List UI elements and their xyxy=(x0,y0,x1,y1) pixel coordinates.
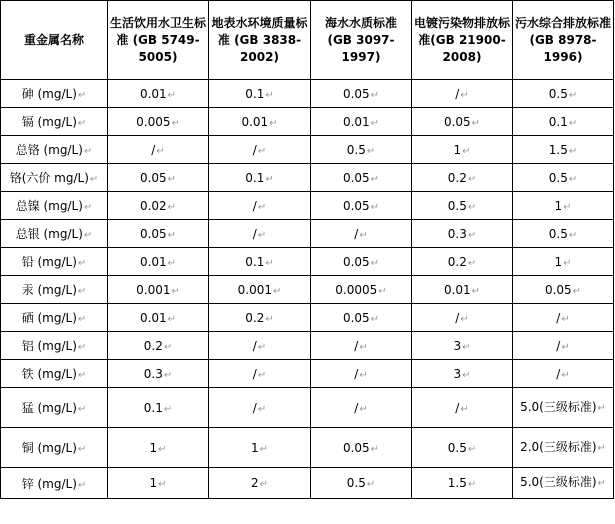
table-row xyxy=(1,388,614,428)
value-cell: 0.01↵ xyxy=(412,276,513,304)
value-cell: 0.01↵ xyxy=(108,304,209,332)
return-mark-icon: ↵ xyxy=(257,369,267,381)
value-cell: 0.5↵ xyxy=(311,468,412,499)
return-mark-icon: ↵ xyxy=(77,370,87,381)
metal-name-cell: 铁 (mg/L)↵ xyxy=(1,360,108,388)
return-mark-icon: ↵ xyxy=(467,201,477,213)
value-cell: 0.5↵ xyxy=(513,220,614,248)
header-cell-wastewater: 污水综合排放标准 (GB 8978-1996) xyxy=(513,1,614,80)
return-mark-icon: ↵ xyxy=(467,173,477,185)
value-cell: /↵ xyxy=(209,388,311,428)
value-cell: 0.5↵ xyxy=(513,80,614,108)
value-cell: 0.0005↵ xyxy=(311,276,412,304)
table-row xyxy=(1,192,614,220)
return-mark-icon: ↵ xyxy=(167,89,177,101)
value-cell: 0.1↵ xyxy=(209,80,311,108)
metal-name-cell: 总铬 (mg/L)↵ xyxy=(1,136,108,164)
return-mark-icon: ↵ xyxy=(597,402,606,414)
return-mark-icon: ↵ xyxy=(471,117,481,129)
return-mark-icon: ↵ xyxy=(370,117,380,129)
value-cell: 3↵ xyxy=(412,332,513,360)
return-mark-icon: ↵ xyxy=(561,341,570,353)
value-cell: 0.1↵ xyxy=(513,108,614,136)
return-mark-icon: ↵ xyxy=(77,258,87,269)
return-mark-icon: ↵ xyxy=(265,173,274,185)
value-cell: /↵ xyxy=(209,360,311,388)
value-cell: 0.5↵ xyxy=(412,428,513,468)
return-mark-icon: ↵ xyxy=(83,202,93,213)
header-cell-drinking-water: 生活饮用水卫生标准 (GB 5749-5005) xyxy=(108,1,209,80)
value-cell: 0.2↵ xyxy=(108,332,209,360)
return-mark-icon: ↵ xyxy=(370,89,380,101)
return-mark-icon: ↵ xyxy=(257,341,267,353)
return-mark-icon: ↵ xyxy=(467,257,477,269)
return-mark-icon: ↵ xyxy=(167,201,177,213)
return-mark-icon: ↵ xyxy=(77,404,87,415)
return-mark-icon: ↵ xyxy=(370,201,380,213)
return-mark-icon: ↵ xyxy=(561,369,570,381)
return-mark-icon: ↵ xyxy=(269,117,278,129)
value-cell: 0.5↵ xyxy=(513,164,614,192)
return-mark-icon: ↵ xyxy=(265,257,274,269)
return-mark-icon: ↵ xyxy=(568,173,578,185)
table-row xyxy=(1,304,614,332)
return-mark-icon: ↵ xyxy=(77,118,87,129)
value-cell: /↵ xyxy=(209,220,311,248)
return-mark-icon: ↵ xyxy=(158,479,167,490)
value-cell: 0.3↵ xyxy=(108,360,209,388)
value-cell: 1↵ xyxy=(412,136,513,164)
return-mark-icon: ↵ xyxy=(167,313,177,325)
value-cell: 5.0(三级标准)↵ xyxy=(513,388,614,428)
table-row xyxy=(1,220,614,248)
return-mark-icon: ↵ xyxy=(572,285,582,297)
metal-name-cell: 铅 (mg/L)↵ xyxy=(1,248,108,276)
value-cell: 2↵ xyxy=(209,468,311,499)
return-mark-icon: ↵ xyxy=(77,444,87,455)
value-cell: 0.1↵ xyxy=(209,164,311,192)
return-mark-icon: ↵ xyxy=(460,313,469,325)
return-mark-icon: ↵ xyxy=(77,90,87,101)
value-cell: /↵ xyxy=(209,136,311,164)
return-mark-icon: ↵ xyxy=(259,479,269,490)
return-mark-icon: ↵ xyxy=(359,229,368,241)
value-cell: /↵ xyxy=(513,360,614,388)
header-cell-metal-name: 重金属名称 xyxy=(1,1,108,80)
return-mark-icon: ↵ xyxy=(378,285,387,297)
return-mark-icon: ↵ xyxy=(163,341,173,353)
value-cell: 0.01↵ xyxy=(108,248,209,276)
return-mark-icon: ↵ xyxy=(467,443,477,455)
value-cell: 0.3↵ xyxy=(412,220,513,248)
return-mark-icon: ↵ xyxy=(167,173,177,185)
value-cell: 1.5↵ xyxy=(412,468,513,499)
return-mark-icon: ↵ xyxy=(163,369,173,381)
table-row xyxy=(1,108,614,136)
return-mark-icon: ↵ xyxy=(366,145,376,157)
table-row xyxy=(1,332,614,360)
metal-name-cell: 铬(六价 mg/L)↵ xyxy=(1,164,108,192)
value-cell: /↵ xyxy=(311,332,412,360)
return-mark-icon: ↵ xyxy=(257,229,267,241)
value-cell: /↵ xyxy=(513,332,614,360)
value-cell: 0.001↵ xyxy=(209,276,311,304)
return-mark-icon: ↵ xyxy=(171,285,180,297)
return-mark-icon: ↵ xyxy=(568,145,578,157)
return-mark-icon: ↵ xyxy=(257,201,267,213)
metal-name-cell: 总银 (mg/L)↵ xyxy=(1,220,108,248)
return-mark-icon: ↵ xyxy=(158,443,167,455)
return-mark-icon: ↵ xyxy=(370,313,380,325)
metal-name-cell: 总镍 (mg/L)↵ xyxy=(1,192,108,220)
value-cell: /↵ xyxy=(311,388,412,428)
value-cell: /↵ xyxy=(513,304,614,332)
return-mark-icon: ↵ xyxy=(167,257,177,269)
return-mark-icon: ↵ xyxy=(467,479,477,490)
return-mark-icon: ↵ xyxy=(272,285,282,297)
return-mark-icon: ↵ xyxy=(597,442,606,454)
value-cell: /↵ xyxy=(412,388,513,428)
value-cell: 2.0(三级标准)↵ xyxy=(513,428,614,468)
return-mark-icon: ↵ xyxy=(77,342,87,353)
return-mark-icon: ↵ xyxy=(167,229,177,241)
value-cell: 0.005↵ xyxy=(108,108,209,136)
value-cell: 1↵ xyxy=(108,468,209,499)
table-row xyxy=(1,428,614,468)
value-cell: 1↵ xyxy=(108,428,209,468)
header-cell-surface-water: 地表水环境质量标准 (GB 3838-2002) xyxy=(209,1,311,80)
value-cell: 0.05↵ xyxy=(311,192,412,220)
value-cell: 0.01↵ xyxy=(209,108,311,136)
return-mark-icon: ↵ xyxy=(257,145,267,157)
header-cell-seawater: 海水水质标准 (GB 3097-1997) xyxy=(311,1,412,80)
return-mark-icon: ↵ xyxy=(257,403,267,415)
return-mark-icon: ↵ xyxy=(370,173,380,185)
return-mark-icon: ↵ xyxy=(370,257,380,269)
return-mark-icon: ↵ xyxy=(163,403,173,415)
value-cell: 0.01↵ xyxy=(108,80,209,108)
table-row xyxy=(1,248,614,276)
value-cell: 0.1↵ xyxy=(108,388,209,428)
value-cell: 0.2↵ xyxy=(209,304,311,332)
table-header-row xyxy=(1,1,614,80)
value-cell: 5.0(三级标准)↵ xyxy=(513,468,614,499)
table-row xyxy=(1,360,614,388)
value-cell: /↵ xyxy=(209,332,311,360)
return-mark-icon: ↵ xyxy=(462,369,471,381)
return-mark-icon: ↵ xyxy=(471,285,481,297)
value-cell: 1.5↵ xyxy=(513,136,614,164)
return-mark-icon: ↵ xyxy=(359,369,368,381)
value-cell: 0.05↵ xyxy=(412,108,513,136)
return-mark-icon: ↵ xyxy=(370,443,380,455)
return-mark-icon: ↵ xyxy=(171,117,180,129)
return-mark-icon: ↵ xyxy=(462,341,471,353)
return-mark-icon: ↵ xyxy=(83,230,93,241)
return-mark-icon: ↵ xyxy=(561,313,570,325)
value-cell: /↵ xyxy=(311,220,412,248)
value-cell: /↵ xyxy=(311,360,412,388)
return-mark-icon: ↵ xyxy=(265,313,274,325)
metal-name-cell: 砷 (mg/L)↵ xyxy=(1,80,108,108)
value-cell: 0.05↵ xyxy=(108,220,209,248)
value-cell: 0.05↵ xyxy=(311,304,412,332)
return-mark-icon: ↵ xyxy=(467,229,477,241)
return-mark-icon: ↵ xyxy=(597,478,606,489)
value-cell: 0.2↵ xyxy=(412,164,513,192)
value-cell: 0.1↵ xyxy=(209,248,311,276)
table-row xyxy=(1,80,614,108)
metal-name-cell: 镉 (mg/L)↵ xyxy=(1,108,108,136)
return-mark-icon: ↵ xyxy=(77,479,87,491)
table-row xyxy=(1,276,614,304)
return-mark-icon: ↵ xyxy=(563,201,572,213)
value-cell: 1↵ xyxy=(513,248,614,276)
value-cell: 0.05↵ xyxy=(311,164,412,192)
return-mark-icon: ↵ xyxy=(460,403,469,415)
value-cell: 0.001↵ xyxy=(108,276,209,304)
value-cell: 3↵ xyxy=(412,360,513,388)
return-mark-icon: ↵ xyxy=(89,174,99,185)
return-mark-icon: ↵ xyxy=(359,403,368,415)
table-row xyxy=(1,164,614,192)
return-mark-icon: ↵ xyxy=(265,89,274,101)
return-mark-icon: ↵ xyxy=(568,89,578,101)
metal-name-cell: 铜 (mg/L)↵ xyxy=(1,428,108,468)
value-cell: /↵ xyxy=(108,136,209,164)
return-mark-icon: ↵ xyxy=(83,146,93,157)
value-cell: 1↵ xyxy=(513,192,614,220)
value-cell: /↵ xyxy=(412,80,513,108)
metal-name-cell: 猛 (mg/L)↵ xyxy=(1,388,108,428)
header-cell-electroplating: 电镀污染物排放标准(GB 21900-2008) xyxy=(412,1,513,80)
value-cell: /↵ xyxy=(412,304,513,332)
value-cell: 0.02↵ xyxy=(108,192,209,220)
metal-name-cell: 锌 (mg/L)↵ xyxy=(1,468,108,499)
metal-name-cell: 硒 (mg/L)↵ xyxy=(1,304,108,332)
metal-name-cell: 铝 (mg/L)↵ xyxy=(1,332,108,360)
value-cell: 0.5↵ xyxy=(412,192,513,220)
table-row xyxy=(1,468,614,499)
return-mark-icon: ↵ xyxy=(568,117,578,129)
return-mark-icon: ↵ xyxy=(460,89,469,101)
return-mark-icon: ↵ xyxy=(462,145,471,157)
return-mark-icon: ↵ xyxy=(359,341,368,353)
value-cell: 0.01↵ xyxy=(311,108,412,136)
return-mark-icon: ↵ xyxy=(156,145,165,157)
return-mark-icon: ↵ xyxy=(568,229,578,241)
return-mark-icon: ↵ xyxy=(77,286,87,297)
value-cell: 0.05↵ xyxy=(311,80,412,108)
value-cell: 0.05↵ xyxy=(311,428,412,468)
value-cell: 0.5↵ xyxy=(311,136,412,164)
table-row xyxy=(1,136,614,164)
return-mark-icon: ↵ xyxy=(563,257,572,269)
return-mark-icon: ↵ xyxy=(77,314,87,325)
value-cell: 0.05↵ xyxy=(311,248,412,276)
value-cell: /↵ xyxy=(209,192,311,220)
return-mark-icon: ↵ xyxy=(259,443,269,455)
table-body xyxy=(1,80,614,499)
metal-name-cell: 汞 (mg/L)↵ xyxy=(1,276,108,304)
value-cell: 1↵ xyxy=(209,428,311,468)
return-mark-icon: ↵ xyxy=(366,479,376,490)
value-cell: 0.05↵ xyxy=(513,276,614,304)
value-cell: 0.2↵ xyxy=(412,248,513,276)
value-cell: 0.05↵ xyxy=(108,164,209,192)
